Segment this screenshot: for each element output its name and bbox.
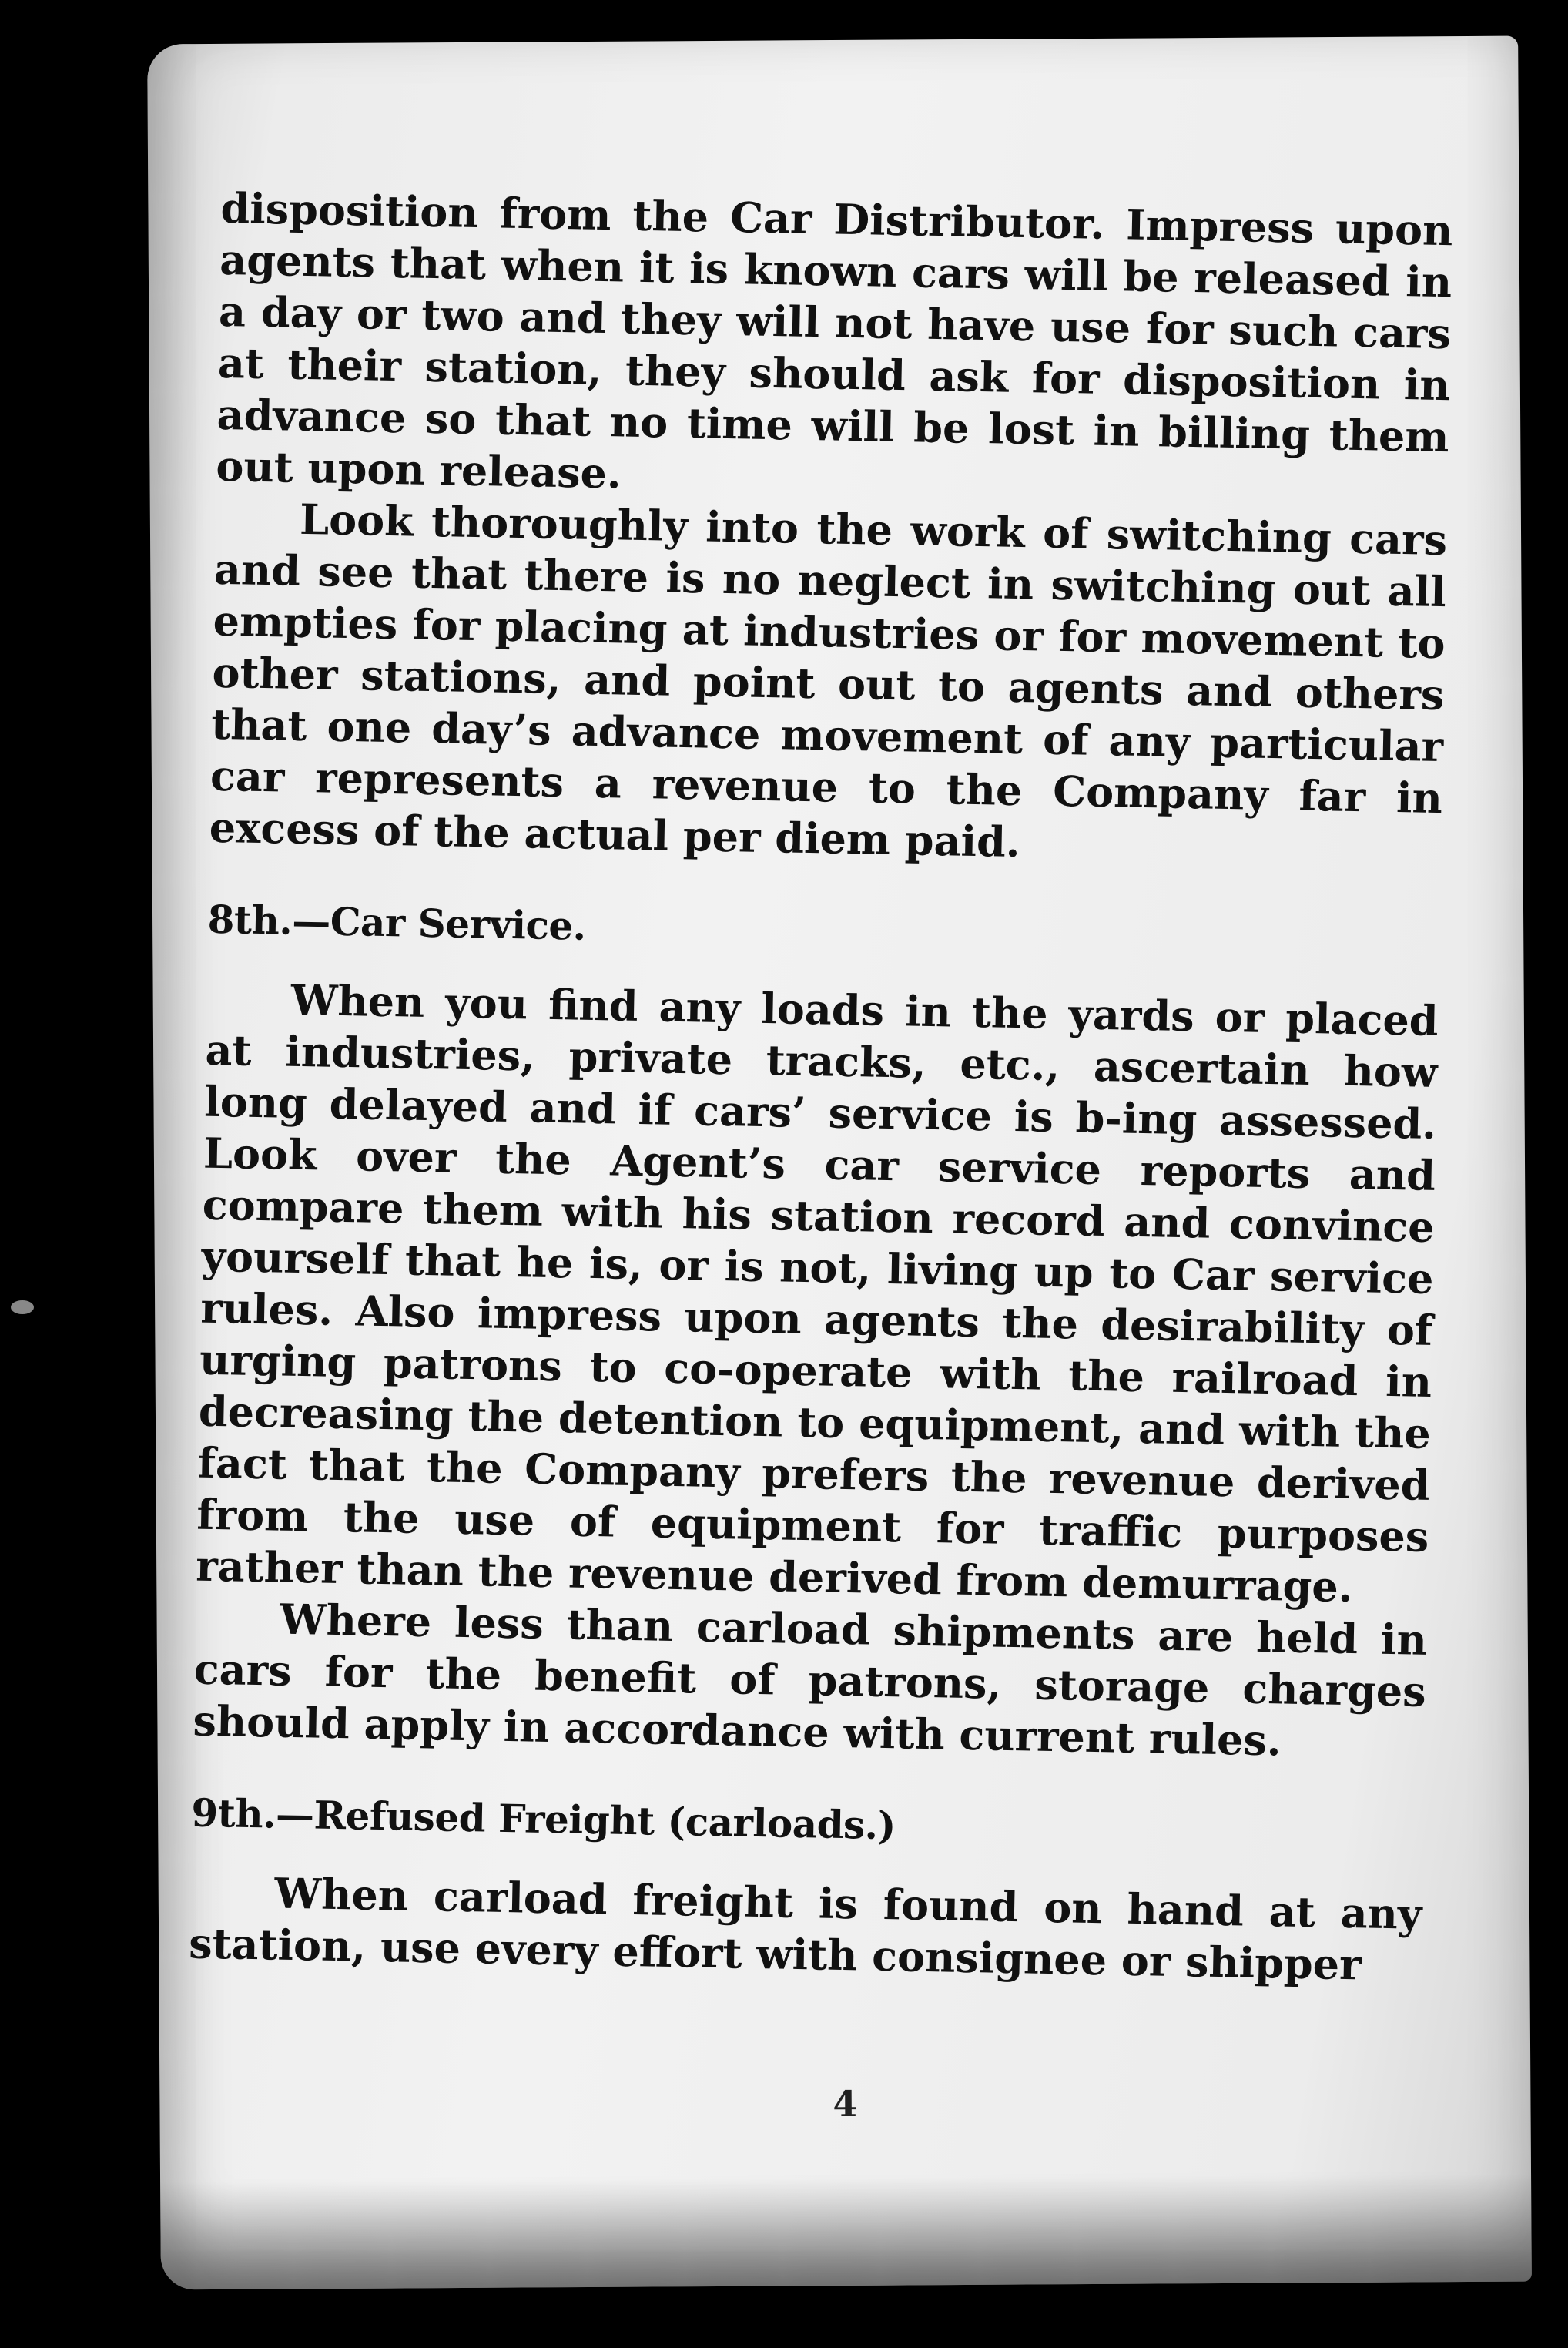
binding-mark	[1543, 1379, 1553, 1464]
page-shadow	[160, 2174, 1532, 2290]
paragraph: When you find any loads in the yards or placed at industries, private tracks, etc., ascertain how long delayed and if cars’ service is b-ing assessed. Look over the Agent’s car service reports and compare them with his station record and convince yourself that he is, or is not, living up to Car service rules. Also impress upon agents the desirability of urging patrons to co-operate with the railroad in decreasing the detention to equipment, and with the fact that the Company prefers the revenue derived from the use of equipment for traffic purposes rather than the revenue derived from demurrage.	[195, 974, 1439, 1612]
section-heading: 8th.—Car Service.	[207, 896, 587, 949]
binding-mark	[1543, 1475, 1553, 1560]
scan-speck	[11, 1300, 34, 1314]
page-body	[189, 183, 1453, 1992]
document-page	[147, 36, 1532, 2290]
page-number: 4	[833, 2082, 858, 2125]
paragraph: When carload freight is found on hand at any station, use every effort with consignee or shipper	[188, 1868, 1422, 1990]
paragraph: disposition from the Car Distributor. Impress upon agents that when it is known cars will be released in a day or two and they will not have use for such cars at their station, they should ask for disposition in advance so that no time will be lost in billing them out upon release.	[215, 183, 1453, 498]
section-heading: 9th.—Refused Freight (carloads.)	[190, 1790, 896, 1849]
paragraph: Where less than carload shipments are held in cars for the benefit of patrons, storage charges should apply in accordance with current rules.	[193, 1594, 1428, 1766]
paragraph: Look thoroughly into the work of switching cars and see that there is no neglect in switching out all empties for placing at industries or for movement to other stations, and point out to agents and others that one day’s advance movement of any particular car represents a revenue to the Company far in excess of the actual per diem paid.	[209, 494, 1448, 867]
